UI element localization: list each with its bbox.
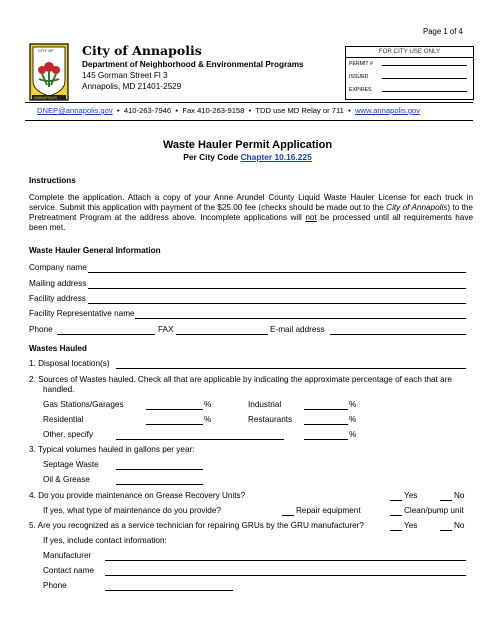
disposal-field[interactable] bbox=[116, 368, 466, 369]
rep-label: Facility Representative name bbox=[29, 309, 135, 318]
other-label: Other, specify bbox=[43, 430, 94, 439]
fax-field[interactable] bbox=[176, 334, 268, 335]
city-use-box bbox=[345, 46, 474, 100]
contact-phone-label: Phone bbox=[43, 581, 67, 590]
residential-label: Residential bbox=[43, 415, 84, 424]
form-title: Waste Hauler Permit Application bbox=[162, 139, 333, 151]
gas-field[interactable] bbox=[146, 409, 203, 410]
form-subtitle: Per City Code Chapter 10.16.225 bbox=[183, 152, 312, 162]
contact-name-field[interactable] bbox=[105, 575, 466, 576]
q5-no[interactable]: No bbox=[440, 521, 464, 531]
contact-line: DNEP@annapolis.gov • 410-263-7946 • Fax 410-263-9158 • TDD use MD Relay or 711 • www.annapolis.gov bbox=[37, 106, 421, 115]
pct-sign: % bbox=[204, 415, 212, 424]
expires-label: EXPIRES bbox=[349, 87, 372, 93]
q2-label-cont: handled. bbox=[43, 385, 75, 394]
issued-field[interactable] bbox=[382, 78, 467, 79]
permit-label: PERMIT # bbox=[349, 61, 373, 67]
pct-sign: % bbox=[349, 400, 357, 409]
septage-label: Septage Waste bbox=[43, 460, 99, 469]
other-specify-field[interactable] bbox=[116, 439, 284, 440]
email-label: E-mail address bbox=[270, 325, 325, 334]
q5b-label: If yes, include contact information: bbox=[43, 536, 167, 545]
city-state-zip: Annapolis, MD 21401-2529 bbox=[82, 82, 182, 91]
q3-label: 3. Typical volumes hauled in gallons per year: bbox=[29, 445, 195, 454]
instructions-heading: Instructions bbox=[29, 176, 76, 185]
website-link[interactable]: www.annapolis.gov bbox=[355, 106, 421, 115]
mailing-label: Mailing address bbox=[29, 279, 87, 288]
q4b-label: If yes, what type of maintenance do you provide? bbox=[43, 506, 221, 515]
fax-label: FAX bbox=[158, 325, 174, 334]
restaurants-field[interactable] bbox=[304, 424, 348, 425]
q4-yes[interactable]: Yes bbox=[390, 491, 417, 501]
chapter-link[interactable]: Chapter 10.16.225 bbox=[240, 152, 312, 162]
other-pct-field[interactable] bbox=[304, 439, 348, 440]
department-name: Department of Neighborhood & Environmental Programs bbox=[82, 60, 304, 69]
city-title: City of Annapolis bbox=[82, 43, 202, 58]
q4-label: 4. Do you provide maintenance on Grease Recovery Units? bbox=[29, 491, 246, 500]
contact-name-label: Contact name bbox=[43, 566, 94, 575]
manufacturer-label: Manufacturer bbox=[43, 551, 92, 560]
expires-field[interactable] bbox=[382, 91, 467, 92]
q2-label: 2. Sources of Wastes hauled. Check all that are applicable by indicating the approximate percentage of each that are bbox=[29, 375, 452, 384]
tdd-info: TDD use MD Relay or 711 bbox=[255, 106, 344, 115]
industrial-field[interactable] bbox=[304, 409, 348, 410]
septage-field[interactable] bbox=[116, 469, 203, 470]
residential-field[interactable] bbox=[146, 424, 203, 425]
facility-label: Facility address bbox=[29, 294, 86, 303]
restaurants-label: Restaurants bbox=[248, 415, 293, 424]
seal-text-bottom: ANNAPOLIS bbox=[34, 95, 57, 100]
q4-no[interactable]: No bbox=[440, 491, 464, 501]
page-number: Page 1 of 4 bbox=[423, 27, 463, 36]
pct-sign: % bbox=[204, 400, 212, 409]
company-label: Company name bbox=[29, 263, 87, 272]
email-link[interactable]: DNEP@annapolis.gov bbox=[37, 106, 113, 115]
instructions-paragraph: Complete the application. Attach a copy of your Anne Arundel County Liquid Waste Hauler License for each truck in service. Submit this application with payment of the $25.00 fee (checks should be made out to the City of Annapolis) to the Pretreatment Program at the address above. Incomplete applications will not be processed until all requirements have been met. bbox=[29, 193, 473, 232]
facility-field[interactable] bbox=[88, 303, 466, 304]
seal-text-top: CITY OF bbox=[38, 48, 54, 53]
oil-field[interactable] bbox=[116, 484, 203, 485]
repair-option[interactable]: Repair equipment bbox=[282, 506, 361, 516]
phone-number: 410-263-7946 bbox=[123, 106, 172, 115]
gas-label: Gas Stations/Garages bbox=[43, 400, 124, 409]
q1-label: 1. Disposal location(s) bbox=[29, 359, 110, 368]
phone-label: Phone bbox=[29, 325, 53, 334]
q5-yes[interactable]: Yes bbox=[390, 521, 417, 531]
company-field[interactable] bbox=[88, 272, 466, 273]
rep-field[interactable] bbox=[135, 318, 466, 319]
clean-option[interactable]: Clean/pump unit bbox=[390, 506, 464, 516]
pct-sign: % bbox=[349, 415, 357, 424]
fax-number: Fax 410-263-9158 bbox=[182, 106, 245, 115]
pct-sign: % bbox=[349, 430, 357, 439]
general-heading: Waste Hauler General Information bbox=[29, 246, 161, 255]
phone-field[interactable] bbox=[57, 334, 155, 335]
issued-label: ISSUED bbox=[349, 74, 369, 80]
wastes-heading: Wastes Hauled bbox=[29, 344, 87, 353]
contact-phone-field[interactable] bbox=[105, 590, 233, 591]
oil-label: Oil & Grease bbox=[43, 475, 90, 484]
q5-label: 5. Are you recognized as a service technician for repairing GRUs by the GRU manufacturer? bbox=[29, 521, 364, 530]
street-address: 145 Gorman Street Fl 3 bbox=[82, 71, 168, 80]
city-use-heading: FOR CITY USE ONLY bbox=[378, 48, 441, 55]
mailing-field[interactable] bbox=[88, 288, 466, 289]
permit-field[interactable] bbox=[382, 65, 467, 66]
city-seal-logo bbox=[29, 43, 69, 101]
industrial-label: Industrial bbox=[248, 400, 282, 409]
email-field[interactable] bbox=[330, 334, 466, 335]
manufacturer-field[interactable] bbox=[105, 560, 466, 561]
